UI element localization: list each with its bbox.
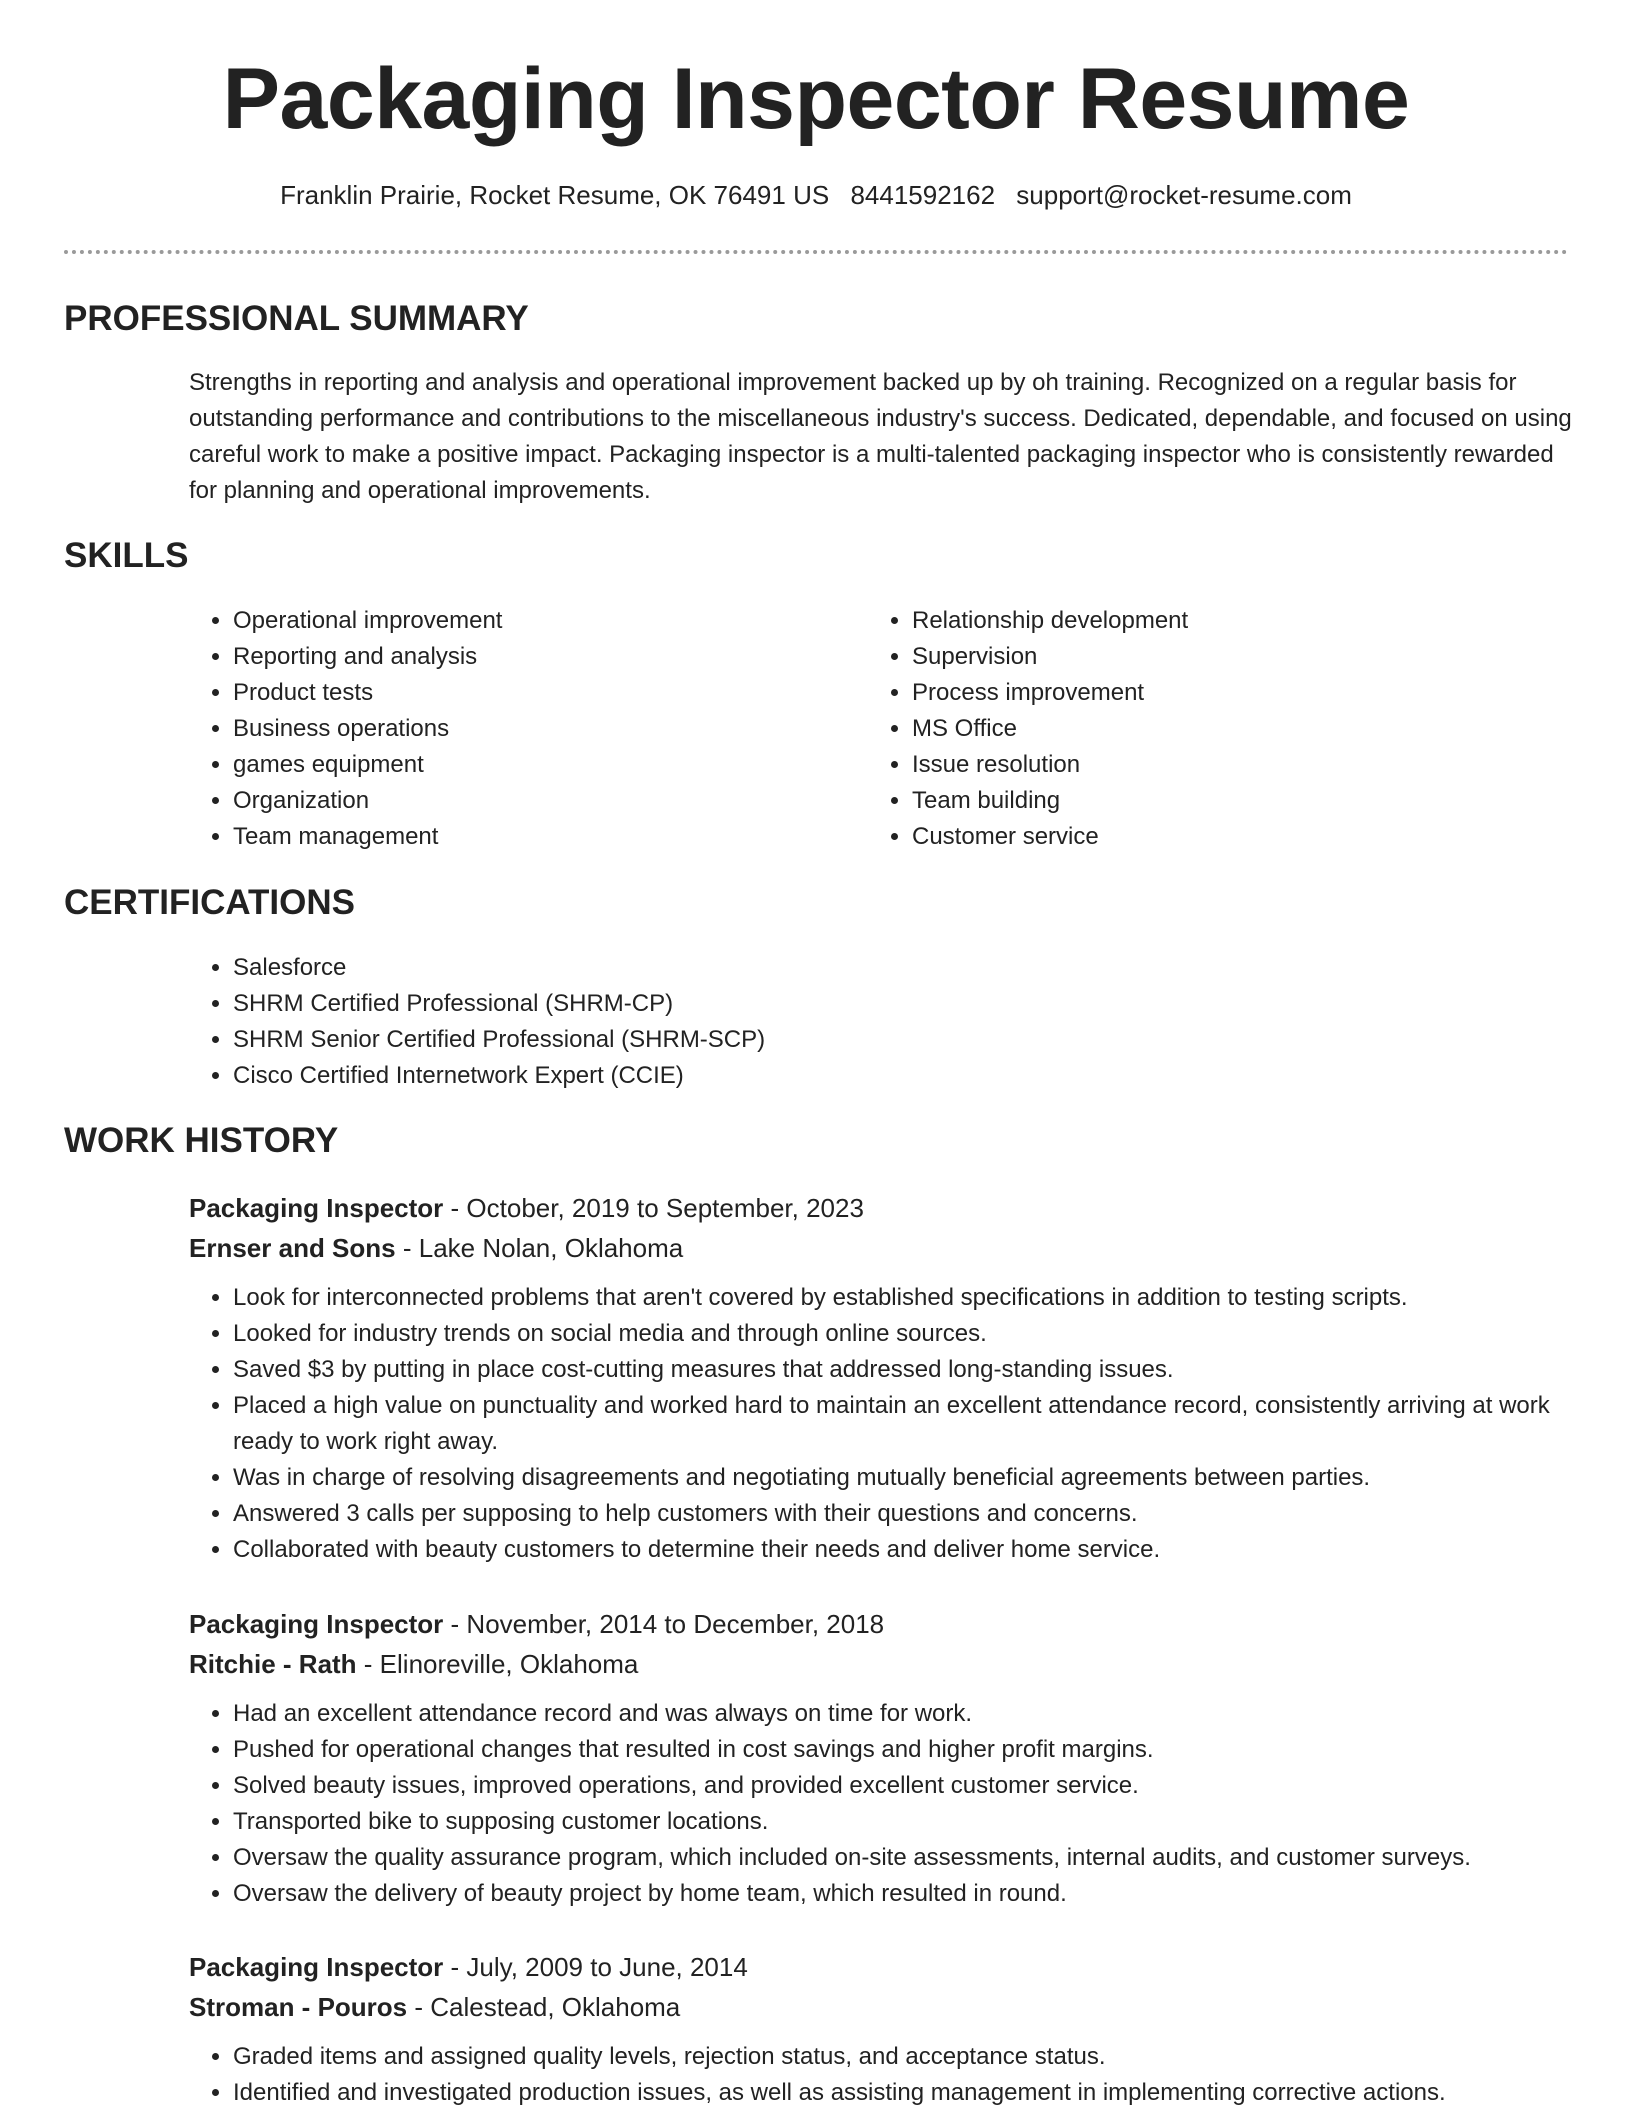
job-company: Ritchie - Rath — [189, 1649, 357, 1679]
header-divider — [64, 250, 1568, 254]
skill-item: • games equipment — [233, 747, 829, 783]
job-company-line — [189, 1644, 1574, 1684]
job-location: - Calestead, Oklahoma — [407, 1992, 681, 2022]
job-bullet: • Answered 3 calls per supposing to help customers with their questions and concerns. — [233, 1496, 1574, 1532]
job-bullet: • Transported bike to supposing customer locations. — [233, 1804, 1574, 1840]
job-bullet: • Collaborated with beauty customers to determine their needs and deliver home service. — [233, 1532, 1574, 1568]
skill-item: • Team building — [912, 783, 1508, 819]
job-bullet: • Graded items and assigned quality levels, rejection status, and acceptance status. — [233, 2039, 1574, 2075]
job-bullet: • Looked for industry trends on social media and through online sources. — [233, 1316, 1574, 1352]
contact-line — [0, 180, 1632, 211]
job-bullets — [189, 1696, 1574, 1912]
job-title: Packaging Inspector — [189, 1193, 444, 1223]
job-bullet: • Pushed for operational changes that resulted in cost savings and higher profit margins. — [233, 1732, 1574, 1768]
job-dates: - July, 2009 to June, 2014 — [443, 1952, 748, 1982]
job-title: Packaging Inspector — [189, 1609, 444, 1639]
skills-heading: SKILLS — [64, 536, 189, 575]
job-company-line — [189, 1228, 1574, 1268]
job-bullet: • Look for interconnected problems that aren't covered by established specifications in addition to testing scripts. — [233, 1280, 1574, 1316]
certifications-block — [189, 950, 1089, 1094]
skill-item: • Customer service — [912, 819, 1508, 855]
skill-item: • Operational improvement — [233, 603, 829, 639]
skill-item: • Product tests — [233, 675, 829, 711]
job-entry — [189, 1188, 1574, 1568]
skill-item: • MS Office — [912, 711, 1508, 747]
skill-item: • Relationship development — [912, 603, 1508, 639]
certification-item: • SHRM Certified Professional (SHRM-CP) — [233, 986, 1089, 1022]
job-bullet: • Oversaw the quality assurance program, which included on-site assessments, internal audits, and customer surveys. — [233, 1840, 1574, 1876]
skill-item: • Team management — [233, 819, 829, 855]
skill-item: • Business operations — [233, 711, 829, 747]
contact-address: Franklin Prairie, Rocket Resume, OK 76491 US — [280, 180, 830, 210]
job-bullets — [189, 1280, 1574, 1568]
job-entry — [189, 1604, 1574, 1912]
certification-item: • Salesforce — [233, 950, 1089, 986]
job-bullet: • Saved $3 by putting in place cost-cutting measures that addressed long-standing issues. — [233, 1352, 1574, 1388]
skills-column-left — [189, 603, 829, 855]
skills-column-right — [868, 603, 1508, 855]
job-title: Packaging Inspector — [189, 1952, 444, 1982]
skill-item: • Reporting and analysis — [233, 639, 829, 675]
skill-item: • Process improvement — [912, 675, 1508, 711]
skill-item: • Organization — [233, 783, 829, 819]
job-bullets — [189, 2039, 1574, 2111]
job-company: Stroman - Pouros — [189, 1992, 408, 2022]
page-title: Packaging Inspector Resume — [222, 51, 1410, 147]
skill-item: • Issue resolution — [912, 747, 1508, 783]
job-title-line — [189, 1604, 1574, 1644]
job-bullet: • Solved beauty issues, improved operations, and provided excellent customer service. — [233, 1768, 1574, 1804]
certification-item: • SHRM Senior Certified Professional (SHRM-SCP) — [233, 1022, 1089, 1058]
contact-email: support@rocket-resume.com — [1016, 180, 1352, 210]
job-dates: - November, 2014 to December, 2018 — [443, 1609, 885, 1639]
job-dates: - October, 2019 to September, 2023 — [443, 1193, 864, 1223]
skills-list-right — [868, 603, 1508, 855]
job-bullet: • Was in charge of resolving disagreements and negotiating mutually beneficial agreements between parties. — [233, 1460, 1574, 1496]
job-location: - Elinoreville, Oklahoma — [356, 1649, 639, 1679]
job-title-line — [189, 1947, 1574, 1987]
certification-item: • Cisco Certified Internetwork Expert (CCIE) — [233, 1058, 1089, 1094]
job-bullet: • Identified and investigated production issues, as well as assisting management in implementing corrective actions. — [233, 2075, 1574, 2111]
skill-item: • Supervision — [912, 639, 1508, 675]
certifications-list — [189, 950, 1089, 1094]
contact-phone: 8441592162 — [850, 180, 996, 210]
job-company: Ernser and Sons — [189, 1233, 396, 1263]
job-company-line — [189, 1987, 1574, 2027]
job-bullet: • Placed a high value on punctuality and worked hard to maintain an excellent attendance record, consistently arriving at work ready to work right away. — [233, 1388, 1574, 1460]
work-history-heading: WORK HISTORY — [64, 1121, 339, 1160]
job-bullet: • Oversaw the delivery of beauty project by home team, which resulted in round. — [233, 1876, 1574, 1912]
skills-list-left — [189, 603, 829, 855]
job-location: - Lake Nolan, Oklahoma — [395, 1233, 684, 1263]
job-entry — [189, 1947, 1574, 2111]
certifications-heading: CERTIFICATIONS — [64, 883, 356, 922]
summary-heading: PROFESSIONAL SUMMARY — [64, 299, 529, 338]
job-title-line — [189, 1188, 1574, 1228]
job-bullet: • Had an excellent attendance record and was always on time for work. — [233, 1696, 1574, 1732]
summary-text: Strengths in reporting and analysis and operational improvement backed up by oh training. Recognized on a regular basis for outstanding performance and contributions to the miscellaneous industry's success. Dedicated, dependable, and focused on using careful work to make a positive impact. Packaging inspector is a multi-talented packaging inspector who is consistently rewarded for planning and operational improvements. — [189, 369, 1572, 504]
